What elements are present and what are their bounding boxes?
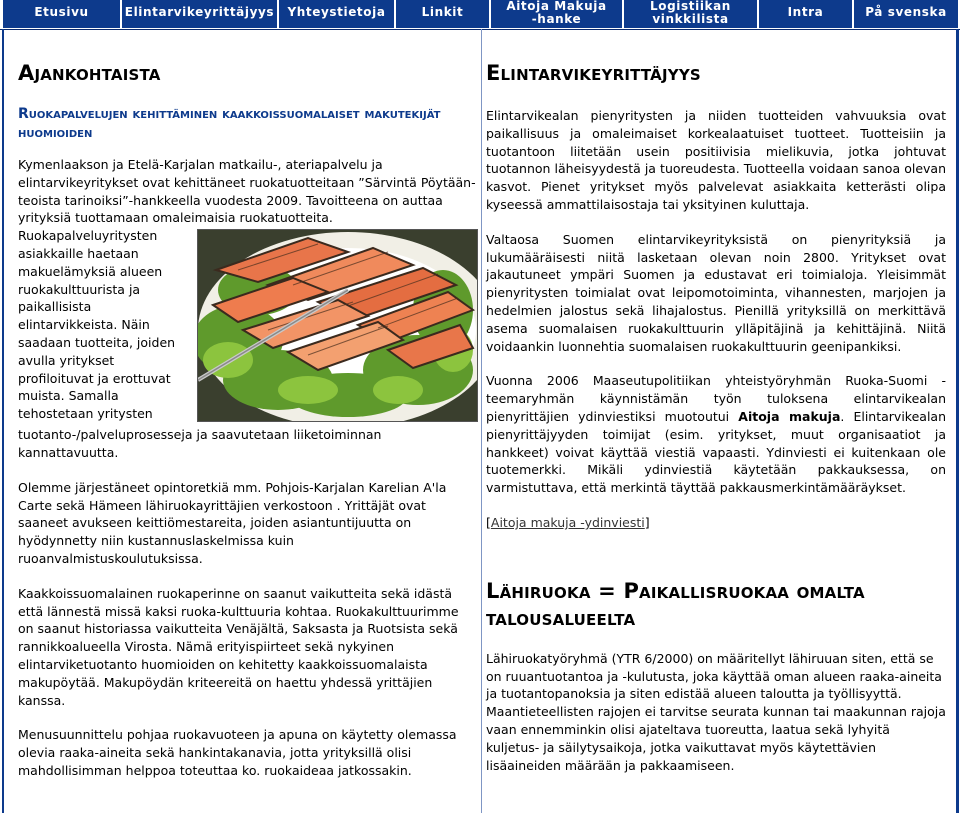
nav-yhteystietoja[interactable]: Yhteystietoja: [279, 0, 394, 28]
aitoja-makuja-bold: Aitoja makuja: [738, 408, 841, 424]
lahiruoka-heading: Lähiruoka = Paikallisruokaa omalta talousalueelta: [486, 578, 865, 630]
frame-border-right: [956, 29, 959, 813]
left-column: [18, 29, 478, 780]
intro-paragraph-1: Elintarvikealan pienyritysten ja niiden tuotteiden vahvuuksia ovat paikallisuus ja omaleimaiset korkealaatuiset tuotteet. Tuotteisiin ja tuotantoon liitetään usein positiivisia mielikuvia, jotka johtuvat tuotannon läheisyydestä ja tuoreudesta. Tuotteella voidaan sanoa olevan kasvot. Pienet yritykset myös palvelevat asiakkaita ketterästi olipa kyseessä ammattilaisostaja tai yksityinen kuluttaja.: [486, 108, 946, 212]
nav-pa-svenska[interactable]: På svenska: [854, 0, 958, 28]
top-navigation: [0, 0, 960, 30]
news-subheading: Ruokapalvelujen kehittäminen kaakkoissuomalaiset makutekijät huomioiden: [18, 106, 441, 141]
nav-intra[interactable]: Intra: [759, 0, 852, 28]
news-paragraph-4: Kaakkoissuomalainen ruokaperinne on saanut vaikutteita sekä idästä että lännestä missä kaksi ruoka-kulttuuria kohtaa. Ruokakulttuurimme on saanut historiassa vaikutteita Venäjältä, Saksasta ja Ruotsista sekä rannikkoalueella Virosta. Nämä erityispiirteet sekä nykyinen elintarviketuotanto huomioiden on kehitetty kaakkoissuomalaista makupöytää. Makupöydän kriteereitä on haettu yhdessä yrittäjien kanssa.: [18, 585, 459, 708]
link-bracket-open: [: [486, 514, 491, 530]
aitoja-makuja-ydinviesti-link[interactable]: Aitoja makuja -ydinviesti: [490, 514, 645, 530]
ydinviesti-link-line: [486, 514, 946, 532]
elintarvikeyrittajyys-heading: Elintarvikeyrittäjyys: [486, 61, 701, 85]
right-column: [486, 29, 946, 774]
news-paragraph-5: Menusuunnittelu pohjaa ruokavuoteen ja apuna on käytetty olemassa olevia raaka-aineita sekä hankintakanavia, jotta yrityksillä olisi mahdollisimman helppoa toteuttaa ko. ruokaideaa jatkossakin.: [18, 727, 457, 778]
news-paragraph-3: Olemme järjestäneet opintoretkiä mm. Pohjois-Karjalan Karelian A'la Carte sekä Hämeen lähiruokayrittäjien verkostoon . Yrittäjät ovat saaneet avukseen keittiömestareita, joiden asiantuntijuutta on hyödynnetty niin kustannuslaskelmissa kuin ruoanvalmistuskoulutuksissa.: [18, 479, 447, 566]
ajankohtaista-heading: Ajankohtaista: [18, 61, 161, 85]
news-block-with-image: [18, 227, 478, 462]
nav-elintarvikeyrittajyys[interactable]: Elintarvikeyrittäjyys: [122, 0, 277, 28]
nav-aitoja-makuja-hanke[interactable]: Aitoja Makuja -hanke: [491, 0, 622, 28]
intro-paragraph-2: Valtaosa Suomen elintarvikeyrityksistä on pienyrityksiä ja lukumääräisesti niitä lasketaan olevan noin 2800. Yritykset ovat jakautuneet ympäri Suomen ja edustavat eri toimialoja. Yleisimmät pienyritysten toimialat ovat leipomotoiminta, vihannesten, marjojen ja hedelmien jalostus sekä lihajalostus. Pienillä yrityksillä on merkittävä asema suomalaisen ruokakulttuurin ylläpitäjinä ja kehittäjinä. Niitä voidaankin luonnehtia suomalaisen ruokakulttuurin geenipankiksi.: [486, 231, 946, 354]
nav-linkit[interactable]: Linkit: [396, 0, 489, 28]
salmon-dish-image: [197, 229, 478, 422]
link-bracket-close: ]: [644, 514, 650, 530]
news-paragraph-2: Ruokapalveluyritysten asiakkaille haetaan makuelämyksiä alueen ruokakulttuurista ja paikallisista elintarvikkeista. Näin saadaan tuotteita, joiden avulla yritykset profiloituvat ja erottuvat muista. Samalla tehostetaan yritysten tuotanto-/palveluprosesseja ja saavutetaan liiketoiminnan kannattavuutta.: [18, 228, 382, 460]
aitoja-text-after: . Elintarvikealan pienyrittäjyyden toimijat (esim. yritykset, muut organisaatiot ja hankkeet) voivat käyttää viestiä vapaasti. Ydinviesti ei kuitenkaan ole tuotemerkki. Mikäli ydinviestiä käytetään pakkauksessa, on varmistuttava, että merkintä täyttää pakkausmerkintämääräykset.: [486, 408, 946, 496]
salmon-dish-picture: [198, 230, 477, 421]
aitoja-text-before: Vuonna 2006 Maaseutupolitiikan yhteistyöryhmän Ruoka-Suomi -teemaryhmän käynnistämän työn tuloksena elintarvikealan pienyrittäjien ydinviestiksi muotoutui: [486, 373, 946, 424]
intro-paragraph-3: [486, 372, 946, 497]
lahiruoka-paragraph: Lähiruokatyöryhmä (YTR 6/2000) on määritellyt lähiruuan siten, että se on ruuantuotantoa ja -kulutusta, joka käyttää oman alueen raaka-aineita ja tuotantopanoksia ja siten edistää alueen taloutta ja työllisyyttä. Maantieteellisten rajojen ei tarvitse seurata kunnan tai maakunnan rajoja vaan ennemminkin olisi ajateltava tuoreutta, laatua sekä lyhyitä kuljetus- ja säilytysaikoja, jotka vaikuttavat myös käytettävien lisäaineiden määrään ja pakkaamiseen.: [486, 650, 946, 773]
frame-border-left: [2, 29, 4, 813]
news-paragraph-1: Kymenlaakson ja Etelä-Karjalan matkailu-, ateriapalvelu ja elintarvikeyritykset ovat kehittäneet ruokatuotteitaan ”Särvintä Pöytään- teoista tarinoiksi”-hankkeella vuodesta 2009. Tavoitteena on auttaa yrityksiä tuottamaan omaleimaisia ruokatuotteita.: [18, 157, 476, 226]
nav-logistiikan-vinkkilista[interactable]: Logistiikan vinkkilista: [624, 0, 757, 28]
nav-etusivu[interactable]: Etusivu: [3, 0, 120, 28]
column-divider: [481, 29, 482, 813]
